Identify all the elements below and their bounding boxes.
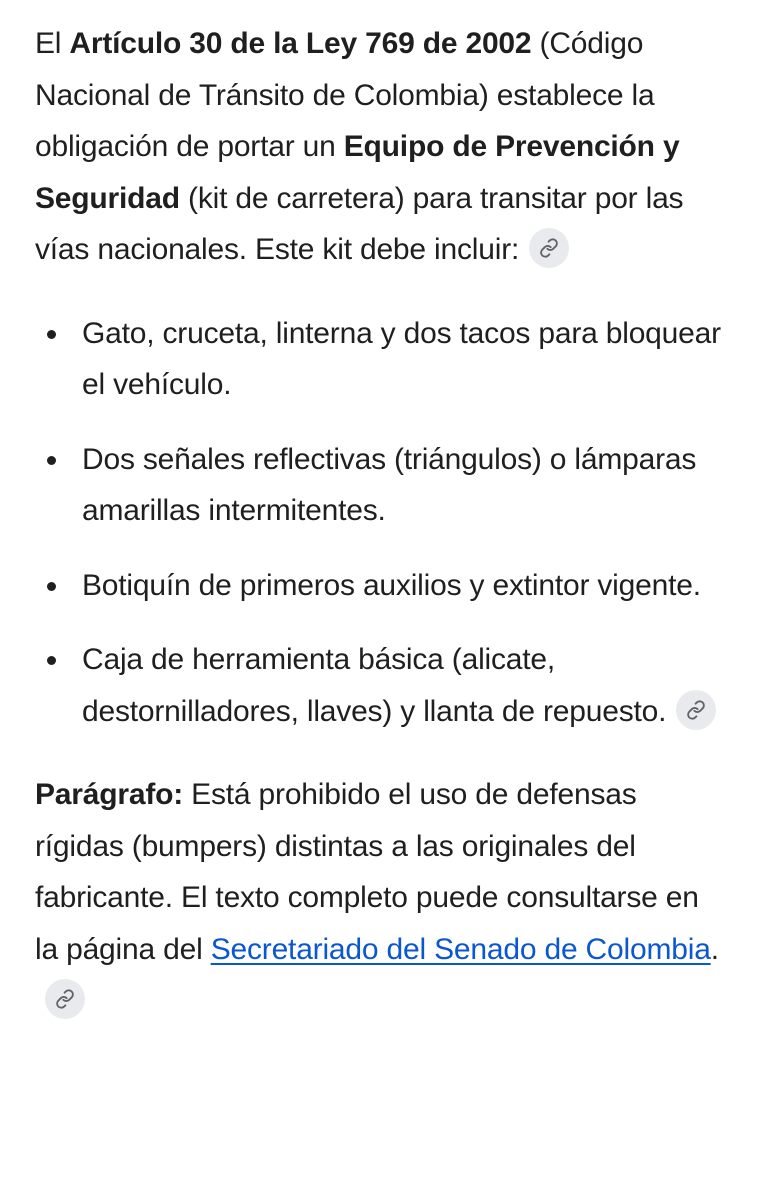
list-item: Botiquín de primeros auxilios y extintor vigente. bbox=[35, 560, 727, 612]
paragrafo-paragraph bbox=[35, 769, 727, 1027]
list-item-text: Caja de herramienta básica (alicate, destornilladores, llaves) y llanta de repuesto. bbox=[82, 643, 667, 728]
intro-text-1: (Código Nacional de Tránsito de Colombia) establece la obligación de portar un bbox=[35, 27, 655, 163]
kit-items-list bbox=[35, 308, 727, 738]
paragrafo-text: Está prohibido el uso de defensas rígidas (bumpers) distintas a las originales del fabricante. El texto completo puede consultarse en la página del bbox=[35, 778, 699, 966]
list-item: Gato, cruceta, linterna y dos tacos para bloquear el vehículo. bbox=[35, 308, 727, 411]
law-reference: Artículo 30 de la Ley 769 de 2002 bbox=[69, 27, 532, 60]
citation-button[interactable] bbox=[529, 228, 569, 268]
senado-link[interactable]: Secretariado del Senado de Colombia bbox=[210, 932, 711, 966]
list-item: Dos señales reflectivas (triángulos) o lámparas amarillas intermitentes. bbox=[35, 434, 727, 537]
citation-button[interactable] bbox=[45, 979, 85, 1019]
link-icon bbox=[539, 238, 559, 258]
intro-paragraph bbox=[35, 18, 727, 276]
paragrafo-end: . bbox=[710, 932, 719, 966]
link-icon bbox=[686, 700, 706, 720]
equipment-name: Equipo de Prevención y Seguridad bbox=[35, 130, 680, 215]
citation-button[interactable] bbox=[676, 690, 716, 730]
link-icon bbox=[55, 989, 75, 1009]
intro-prefix: El bbox=[35, 27, 70, 60]
intro-text-2: (kit de carretera) para transitar por las vías nacionales. Este kit debe incluir: bbox=[35, 181, 684, 266]
paragrafo-label: Parágrafo: bbox=[35, 778, 184, 811]
list-item bbox=[35, 634, 727, 737]
